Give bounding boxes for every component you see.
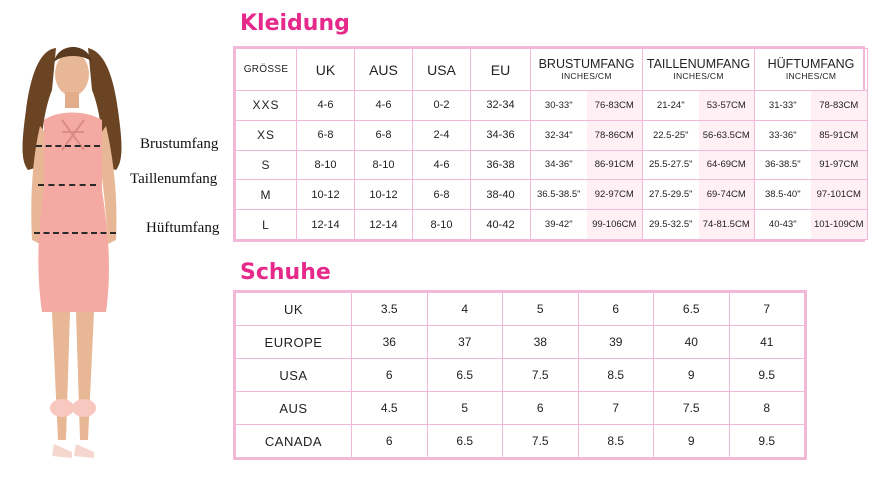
waist-header	[643, 49, 755, 91]
eu-cell: 38-40	[471, 180, 531, 210]
shoe-size-cell: 4.5	[352, 392, 428, 425]
usa-cell: 2-4	[413, 120, 471, 150]
hip-cm-cell: 85-91CM	[811, 120, 868, 150]
table-row	[236, 326, 805, 359]
shoe-row-label: USA	[236, 359, 352, 392]
clothing-header-row	[236, 49, 868, 91]
shoe-size-cell: 39	[578, 326, 654, 359]
hip-cm-cell: 91-97CM	[811, 150, 868, 180]
table-row	[236, 180, 868, 210]
bust-cm-cell: 76-83CM	[587, 91, 643, 121]
eu-cell: 36-38	[471, 150, 531, 180]
aus-cell: 8-10	[355, 150, 413, 180]
shoe-row-label: EUROPE	[236, 326, 352, 359]
table-row	[236, 210, 868, 240]
shoe-size-cell: 9.5	[729, 359, 805, 392]
shoe-size-cell: 9	[654, 425, 730, 458]
bust-cm-cell: 86-91CM	[587, 150, 643, 180]
hip-inches-cell: 36-38.5"	[755, 150, 811, 180]
waist-inches-cell: 22.5-25"	[643, 120, 699, 150]
hip-header-name: HÜFTUMFANG	[767, 57, 855, 71]
shoe-size-cell: 4	[427, 293, 503, 326]
bust-inches-cell: 32-34"	[531, 120, 587, 150]
shoe-size-cell: 6	[578, 293, 654, 326]
clothing-size-table	[233, 46, 865, 242]
shoe-size-cell: 7	[729, 293, 805, 326]
shoe-size-cell: 6.5	[427, 425, 503, 458]
usa-cell: 0-2	[413, 91, 471, 121]
waist-measure-line	[38, 184, 96, 186]
size-cell: S	[236, 150, 297, 180]
eu-cell: 32-34	[471, 91, 531, 121]
waist-inches-cell: 21-24"	[643, 91, 699, 121]
shoe-size-cell: 8.5	[578, 359, 654, 392]
shoe-size-cell: 6.5	[427, 359, 503, 392]
bust-inches-cell: 30-33"	[531, 91, 587, 121]
shoe-size-table	[233, 290, 807, 460]
shoe-size-cell: 5	[427, 392, 503, 425]
usa-cell: 4-6	[413, 150, 471, 180]
size-cell: XXS	[236, 91, 297, 121]
bust-header-name: BRUSTUMFANG	[538, 57, 635, 71]
uk-cell: 10-12	[297, 180, 355, 210]
waist-cm-cell: 74-81.5CM	[699, 210, 755, 240]
uk-cell: 6-8	[297, 120, 355, 150]
shoe-row-label: UK	[236, 293, 352, 326]
shoe-size-cell: 40	[654, 326, 730, 359]
table-row	[236, 293, 805, 326]
waist-cm-cell: 53-57CM	[699, 91, 755, 121]
shoe-size-cell: 41	[729, 326, 805, 359]
table-row	[236, 150, 868, 180]
shoe-size-cell: 9.5	[729, 425, 805, 458]
eu-cell: 34-36	[471, 120, 531, 150]
bust-header-units: INCHES/CM	[561, 71, 612, 81]
shoe-size-cell: 3.5	[352, 293, 428, 326]
shoe-size-cell: 7.5	[503, 425, 579, 458]
model-figure	[18, 40, 130, 468]
bust-cm-cell: 99-106CM	[587, 210, 643, 240]
hip-cm-cell: 97-101CM	[811, 180, 868, 210]
usa-cell: 8-10	[413, 210, 471, 240]
uk-cell: 8-10	[297, 150, 355, 180]
shoe-size-cell: 6	[352, 425, 428, 458]
waist-label: Taillenumfang	[130, 171, 218, 187]
bust-inches-cell: 34-36"	[531, 150, 587, 180]
shoe-size-cell: 7	[578, 392, 654, 425]
hip-cm-cell: 78-83CM	[811, 91, 868, 121]
shoe-size-cell: 5	[503, 293, 579, 326]
table-row	[236, 120, 868, 150]
aus-cell: 6-8	[355, 120, 413, 150]
uk-cell: 12-14	[297, 210, 355, 240]
shoe-size-cell: 8	[729, 392, 805, 425]
bust-cm-cell: 78-86CM	[587, 120, 643, 150]
hip-inches-cell: 40-43"	[755, 210, 811, 240]
table-row	[236, 359, 805, 392]
shoe-size-cell: 6.5	[654, 293, 730, 326]
size-cell: L	[236, 210, 297, 240]
shoe-size-cell: 38	[503, 326, 579, 359]
waist-cm-cell: 69-74CM	[699, 180, 755, 210]
hip-header-units: INCHES/CM	[785, 71, 837, 81]
waist-inches-cell: 27.5-29.5"	[643, 180, 699, 210]
shoe-row-label: AUS	[236, 392, 352, 425]
hip-label: Hüftumfang	[146, 220, 220, 236]
clothing-title: Kleidung	[240, 11, 350, 36]
bust-inches-cell: 36.5-38.5"	[531, 180, 587, 210]
bust-cm-cell: 92-97CM	[587, 180, 643, 210]
table-row	[236, 91, 868, 121]
waist-inches-cell: 25.5-27.5"	[643, 150, 699, 180]
table-row	[236, 425, 805, 458]
aus-cell: 12-14	[355, 210, 413, 240]
waist-cm-cell: 56-63.5CM	[699, 120, 755, 150]
bust-label: Brustumfang	[140, 136, 219, 152]
waist-header-units: INCHES/CM	[673, 71, 724, 81]
hip-inches-cell: 31-33"	[755, 91, 811, 121]
bust-measure-line	[36, 145, 100, 147]
usa-cell: 6-8	[413, 180, 471, 210]
bust-header	[531, 49, 643, 91]
uk-header: UK	[297, 49, 355, 91]
hip-cm-cell: 101-109CM	[811, 210, 868, 240]
waist-cm-cell: 64-69CM	[699, 150, 755, 180]
shoe-size-cell: 9	[654, 359, 730, 392]
size-cell: M	[236, 180, 297, 210]
shoe-size-cell: 8.5	[578, 425, 654, 458]
shoe-size-cell: 6	[352, 359, 428, 392]
aus-cell: 4-6	[355, 91, 413, 121]
usa-header: USA	[413, 49, 471, 91]
bust-inches-cell: 39-42"	[531, 210, 587, 240]
table-row	[236, 392, 805, 425]
shoe-row-label: CANADA	[236, 425, 352, 458]
aus-cell: 10-12	[355, 180, 413, 210]
shoe-size-cell: 37	[427, 326, 503, 359]
shoe-size-cell: 7.5	[654, 392, 730, 425]
hip-header	[755, 49, 868, 91]
shoe-size-cell: 7.5	[503, 359, 579, 392]
waist-header-name: TAILLENUMFANG	[646, 57, 751, 71]
aus-header: AUS	[355, 49, 413, 91]
hip-inches-cell: 33-36"	[755, 120, 811, 150]
shoes-title: Schuhe	[240, 260, 331, 285]
hip-inches-cell: 38.5-40"	[755, 180, 811, 210]
size-header: GRÖSSE	[236, 49, 297, 91]
shoe-size-cell: 36	[352, 326, 428, 359]
eu-cell: 40-42	[471, 210, 531, 240]
shoe-size-cell: 6	[503, 392, 579, 425]
size-cell: XS	[236, 120, 297, 150]
waist-inches-cell: 29.5-32.5"	[643, 210, 699, 240]
hip-measure-line	[34, 232, 116, 234]
eu-header: EU	[471, 49, 531, 91]
uk-cell: 4-6	[297, 91, 355, 121]
